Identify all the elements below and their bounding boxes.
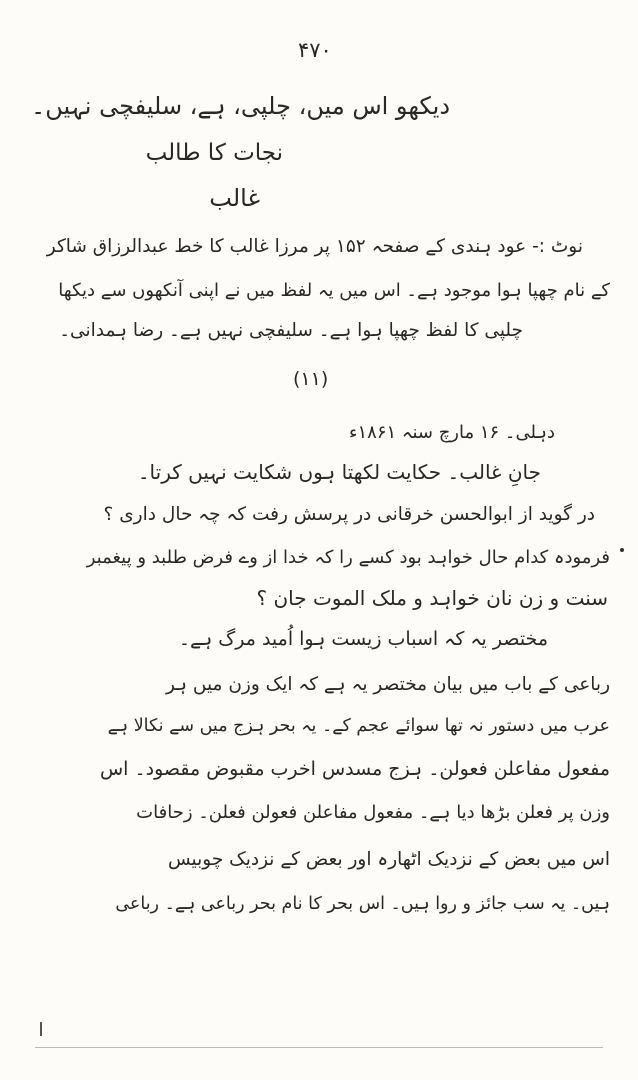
letter-line: مفعول مفاعلن فعولن۔ ہزج مسدس اخرب مقبوض مقصود۔ اس — [99, 758, 610, 780]
page-number: ۴۷۰ — [298, 38, 332, 62]
letter-line: اس میں بعض کے نزدیک اٹھارہ اور بعض کے نزدیک چوبیس — [167, 849, 610, 870]
letter-line: در گوید از ابوالحسن خرقانی در پرسش رفت کہ چہ حال داری ؟ — [103, 504, 595, 525]
bottom-rule — [35, 1047, 603, 1048]
letter-line: عرب میں دستور نہ تھا سوائے عجم کے۔ یہ بحر ہزج میں سے نکالا ہے — [107, 716, 610, 736]
signature: غالب — [209, 184, 260, 212]
margin-mark — [40, 1022, 42, 1036]
closing-line: نجات کا طالب — [145, 140, 283, 166]
note-line: چلپی کا لفظ چھپا ہوا ہے۔ سلیفچی نہیں ہے۔ رضا ہمدانی۔ — [59, 320, 523, 341]
letter-line: رباعی کے باب میں بیان مختصر یہ ہے کہ ایک وزن میں ہر — [165, 674, 610, 695]
letter-line: جانِ غالب۔ حکایت لکھتا ہوں شکایت نہیں کرتا۔ — [137, 460, 541, 484]
letter-line: سنت و زن نان خواہد و ملک الموت جان ؟ — [256, 586, 608, 610]
section-number: (۱۱) — [293, 368, 329, 390]
letter-line: ہیں۔ یہ سب جائز و روا ہیں۔ اس بحر کا نام بحر رباعی ہے۔ رباعی — [115, 894, 610, 914]
letter-line: مختصر یہ کہ اسباب زیست ہوا اُمید مرگ ہے۔ — [178, 628, 548, 650]
letter-line: فرمودہ کدام حال خواہد بود کسے را کہ خدا از وے فرض طلبد و پیغمبر — [86, 547, 610, 568]
letter-date: دہلی۔ ۱۶ مارچ سنہ ۱۸۶۱ء — [349, 422, 555, 443]
letter-line: وزن پر فعلن بڑھا دیا ہے۔ مفعول مفاعلن فعولن فعلن۔ زحافات — [136, 802, 610, 823]
text-line: دیکھو اس میں، چلپی، ہے، سلیفچی نہیں۔ — [31, 92, 450, 120]
note-line: نوٹ :- عود ہندی کے صفحہ ۱۵۲ پر مرزا غالب کا خط عبدالرزاق شاکر — [46, 236, 583, 257]
ink-dot — [620, 548, 624, 552]
note-line: کے نام چھپا ہوا موجود ہے۔ اس میں یہ لفظ میں نے اپنی آنکھوں سے دیکھا — [58, 280, 610, 301]
